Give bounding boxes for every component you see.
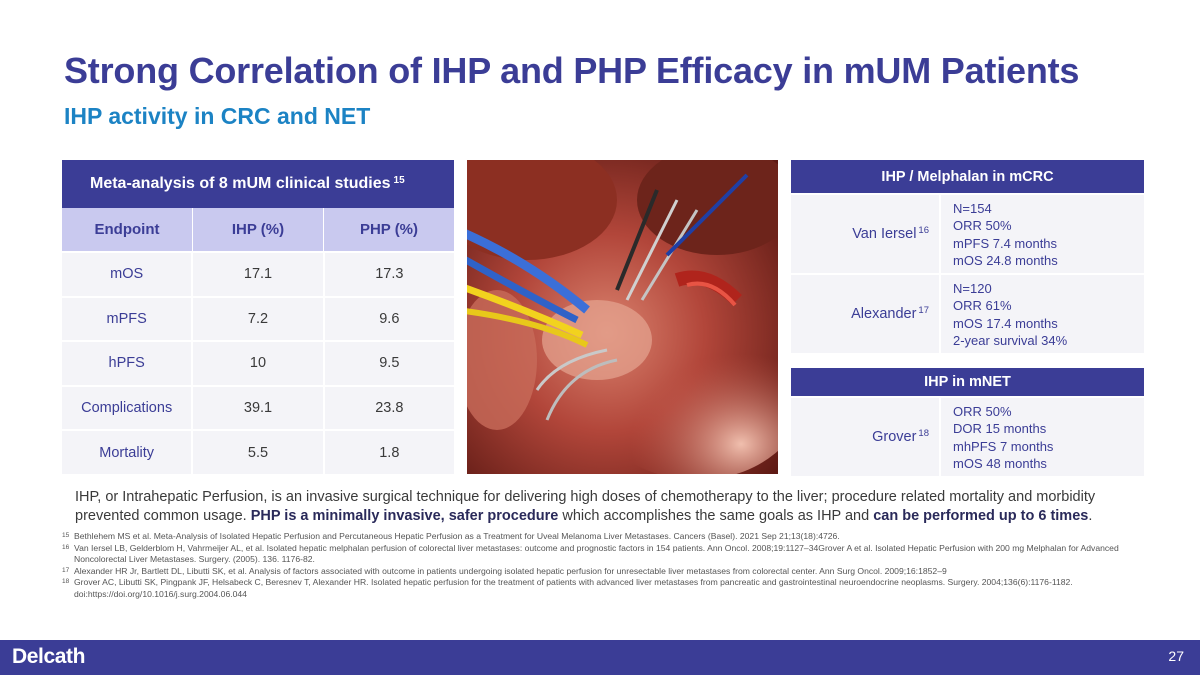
study-name-label: Grover — [872, 429, 917, 446]
mcrc-table-header: IHP / Melphalan in mCRC — [791, 160, 1144, 193]
page-number: 27 — [1168, 648, 1184, 664]
study-values — [939, 275, 1144, 353]
body-highlight: PHP is a minimally invasive, safer procedure — [250, 508, 559, 524]
body-text-part: IHP, or Intrahepatic Perfusion, is an invasive surgical technique for delivering high doses of chemotherapy to the liver; procedure related mortality and morbidity prevented common usage. — [75, 489, 1096, 524]
study-value: mhPFS 7 months — [953, 438, 1054, 454]
reference-number: 16 — [62, 543, 70, 551]
reference-number: 17 — [62, 566, 70, 574]
endpoint-cell: mOS — [62, 253, 193, 296]
reference-text: Grover AC, Libutti SK, Pingpank JF, Helsabeck C, Beresnev T, Alexander HR. Isolated hepatic perfusion for the treatment of patients with advanced liver metastases from pancreatic and gastrointestinal neuroendocrine neoplasms. Surgery. 2004;136(6):1176-1182. doi:https://doi.org/10.1016/j.surg.2004.06.044 — [74, 577, 1073, 599]
meta-analysis-table — [62, 160, 454, 474]
meta-table-header — [62, 160, 454, 208]
reference-item — [62, 577, 1142, 600]
table-row — [62, 296, 454, 341]
table-row — [791, 193, 1144, 273]
ihp-cell: 39.1 — [193, 387, 324, 430]
table-row — [62, 251, 454, 296]
study-name — [791, 195, 939, 273]
php-cell: 1.8 — [379, 444, 400, 461]
study-value: N=120 — [953, 281, 992, 297]
reference-item — [62, 531, 1142, 543]
table-row — [62, 429, 454, 474]
slide-subtitle: IHP activity in CRC and NET — [64, 103, 371, 129]
study-name — [791, 275, 939, 353]
study-value: 2-year survival 34% — [953, 333, 1068, 349]
footer-bar — [0, 640, 1200, 675]
delcath-logo: Delcath — [12, 645, 86, 668]
study-value: ORR 50% — [953, 404, 1012, 419]
study-name-label: Van Iersel — [852, 226, 917, 243]
reference-item — [62, 566, 1142, 578]
ihp-cell: 10 — [193, 342, 324, 385]
reference-number: 15 — [62, 532, 70, 539]
study-values — [939, 398, 1144, 476]
php-cell: 9.6 — [379, 310, 400, 327]
slide-title: Strong Correlation of IHP and PHP Efficacy in mUM Patients — [64, 50, 1080, 91]
body-text-part: which accomplishes the same goals as IHP and — [558, 508, 874, 524]
mnet-table-header: IHP in mNET — [791, 368, 1144, 396]
endpoint-cell: Mortality — [62, 431, 193, 474]
table-row — [62, 340, 454, 385]
study-value: mPFS 7.4 months — [953, 235, 1058, 251]
study-name — [791, 398, 939, 476]
column-header-ihp: IHP (%) — [193, 208, 324, 251]
surgical-photo — [467, 160, 778, 474]
body-highlight: can be performed up to 6 times — [873, 508, 1089, 524]
php-cell: 23.8 — [375, 400, 404, 417]
endpoint-cell: mPFS — [62, 298, 193, 341]
meta-table-column-headers — [62, 208, 454, 251]
table-row — [791, 273, 1144, 353]
study-ref: 17 — [918, 304, 929, 316]
table-row — [791, 396, 1144, 476]
body-text-part: . — [1088, 508, 1093, 524]
study-value: mOS 48 months — [953, 455, 1047, 471]
column-header-php: PHP (%) — [359, 221, 419, 238]
mcrc-table — [791, 160, 1144, 353]
study-value: mOS 24.8 months — [953, 252, 1058, 268]
meta-table-title: Meta-analysis of 8 mUM clinical studies — [90, 175, 391, 192]
meta-table-ref: 15 — [393, 174, 405, 186]
endpoint-cell: Complications — [62, 387, 193, 430]
study-ref: 16 — [918, 224, 929, 236]
endpoint-cell: hPFS — [62, 342, 193, 385]
reference-text: Van Iersel LB, Gelderblom H, Vahrmeijer AL, et al. Isolated hepatic melphalan perfusion of colorectal liver metastases: outcome and prognostic factors in 154 patients. Ann Oncol. 2008;19:1127–34Grover A et al. Isolated Hepatic Perfusion with 200 mg Melphalan for Advanced Noncolorectal Liver Metastases. Surgery. (2005). 136. 1176-82. — [74, 542, 1119, 565]
ihp-cell: 7.2 — [193, 298, 324, 341]
body-paragraph — [75, 488, 1155, 526]
reference-text: Alexander HR Jr, Bartlett DL, Libutti SK, et al. Analysis of factors associated with outcome in patients undergoing isolated hepatic perfusion for unresectable liver metastases from colorectal center. Ann Surg Oncol. 2009;16:1852–9 — [74, 565, 947, 576]
study-value: DOR 15 months — [953, 421, 1047, 437]
table-row — [62, 385, 454, 430]
study-values — [939, 195, 1144, 273]
column-header-endpoint: Endpoint — [62, 208, 193, 251]
study-value: mOS 17.4 months — [953, 315, 1058, 331]
reference-text: Bethlehem MS et al. Meta-Analysis of Isolated Hepatic Perfusion and Percutaneous Hepatic Perfusion as a Treatment for Uveal Melanoma Liver Metastases. Cancers (Basel). 2021 Sep 21;13(18):4726. — [74, 531, 840, 541]
reference-number: 18 — [62, 578, 70, 586]
mnet-table — [791, 368, 1144, 476]
study-name-label: Alexander — [851, 306, 917, 323]
php-cell: 9.5 — [379, 355, 400, 372]
study-value: ORR 50% — [953, 218, 1012, 234]
references — [62, 531, 1142, 601]
ihp-cell: 5.5 — [193, 431, 324, 474]
surgical-photo-illustration — [467, 160, 778, 474]
study-value: N=154 — [953, 201, 992, 216]
reference-item — [62, 543, 1142, 566]
study-ref: 18 — [918, 427, 929, 439]
ihp-cell: 17.1 — [193, 253, 324, 296]
php-cell: 17.3 — [375, 266, 404, 283]
study-value: ORR 61% — [953, 298, 1012, 314]
